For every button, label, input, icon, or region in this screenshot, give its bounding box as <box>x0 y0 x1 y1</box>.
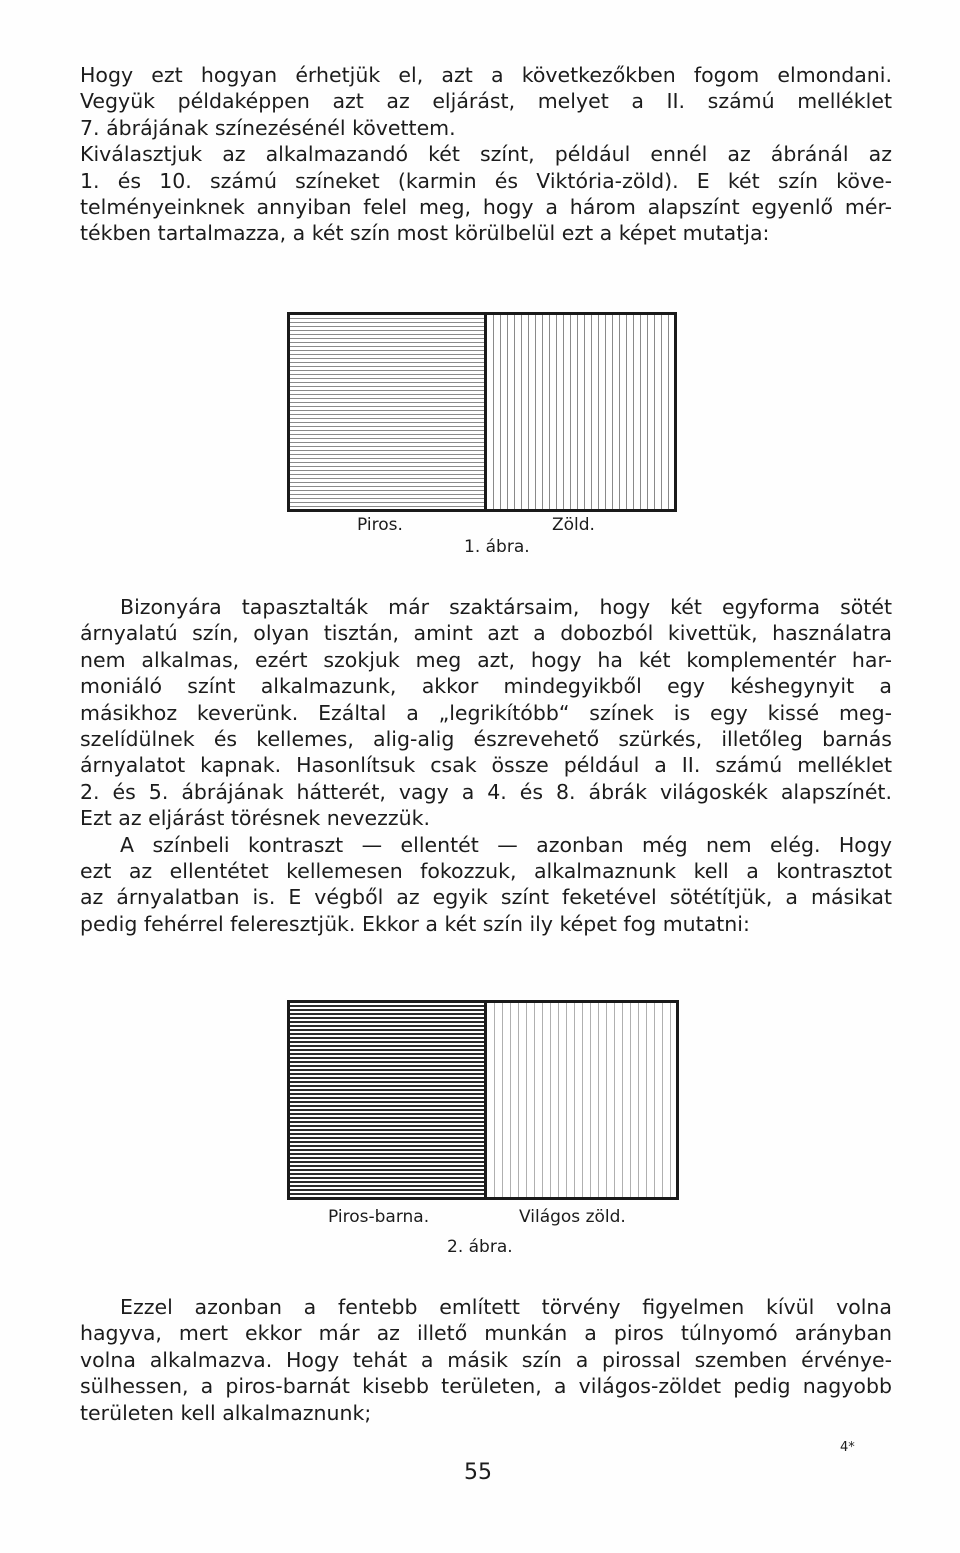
figure-1-caption: 1. ábra. <box>464 537 530 557</box>
figure-1-red-swatch <box>290 315 484 509</box>
figure-2-red-brown-swatch <box>290 1003 484 1197</box>
text-line: nem alkalmas, ezért szokjuk meg azt, hogy ha két komplementér har- <box>80 647 892 672</box>
text-line: Hogy ezt hogyan érhetjük el, azt a következőkben fogom elmondani. <box>80 63 892 87</box>
figure-1-left-label: Piros. <box>357 515 403 535</box>
text-line: hagyva, mert ekkor már az illető munkán a piros túlnyomó arányban <box>80 1321 892 1346</box>
paragraph-2 <box>80 594 892 937</box>
text-line: sülhessen, a piros-barnát kisebb területen, a világos-zöldet pedig nagyobb <box>80 1374 892 1399</box>
text-line: az árnyalatban is. E végből az egyik színt feketével sötétítjük, a másikat <box>80 885 892 910</box>
figure-2-light-green-swatch <box>487 1003 676 1197</box>
text-line: másikhoz keverünk. Ezáltal a „legrikítóbb“ színek is egy kissé meg- <box>80 700 892 725</box>
text-line: Vegyük példaképpen azt az eljárást, melyet a II. számú melléklet <box>80 89 892 114</box>
figure-1-right-label: Zöld. <box>552 515 595 535</box>
figure-1-box <box>287 312 677 512</box>
text-line: A színbeli kontraszt — ellentét — azonban még nem elég. Hogy <box>120 832 892 857</box>
paragraph-1 <box>80 62 892 247</box>
text-line: pedig fehérrel feleresztjük. Ekkor a két szín ily képet fog mutatni: <box>80 911 750 936</box>
text-line: ezt az ellentétet kellemesen fokozzuk, alkalmaznunk kell a kontrasztot <box>80 859 892 884</box>
text-line: tékben tartalmazza, a két szín most körülbelül ezt a képet mutatja: <box>80 221 770 246</box>
text-line: 2. és 5. ábrájának hátterét, vagy a 4. és 8. ábrák világoskék alapszínét. <box>80 779 892 804</box>
paragraph-3 <box>80 1294 892 1426</box>
text-line: területen kell alkalmaznunk; <box>80 1400 372 1425</box>
text-line: Ezt az eljárást törésnek nevezzük. <box>80 806 430 831</box>
text-line: telményeinknek annyiban felel meg, hogy a három alapszínt egyenlő mér- <box>80 195 892 220</box>
text-line: Bizonyára tapasztalták már szaktársaim, hogy két egyforma sötét <box>120 595 892 619</box>
figure-2-box <box>287 1000 679 1200</box>
text-line: volna alkalmazva. Hogy tehát a másik szín a pirossal szemben érvénye- <box>80 1347 892 1372</box>
figure-2-left-label: Piros-barna. <box>328 1207 430 1227</box>
figure-2-right-label: Világos zöld. <box>519 1207 626 1227</box>
text-line: 1. és 10. számú színeket (karmin és Viktória-zöld). E két szín köve- <box>80 168 892 193</box>
signature-mark: 4* <box>840 1440 855 1455</box>
text-line: Ezzel azonban a fentebb említett törvény figyelmen kívül volna <box>120 1295 892 1319</box>
text-line: szelídülnek és kellemes, alig-alig észrevehető szürkés, illetőleg barnás <box>80 727 892 752</box>
figure-2-caption: 2. ábra. <box>447 1237 513 1257</box>
text-line: 7. ábrájának színezésénél követtem. <box>80 115 456 140</box>
text-line: árnyalatot kapnak. Hasonlítsuk csak össze például a II. számú melléklet <box>80 753 892 778</box>
text-line: árnyalatú szín, olyan tisztán, amint azt a dobozból kivettük, használatra <box>80 621 892 646</box>
text-line: moniáló színt alkalmazunk, akkor mindegyikből egy késhegynyit a <box>80 674 892 699</box>
page-number: 55 <box>464 1460 492 1485</box>
text-line: Kiválasztjuk az alkalmazandó két színt, például ennél az ábránál az <box>80 142 892 167</box>
figure-1-green-swatch <box>487 315 674 509</box>
